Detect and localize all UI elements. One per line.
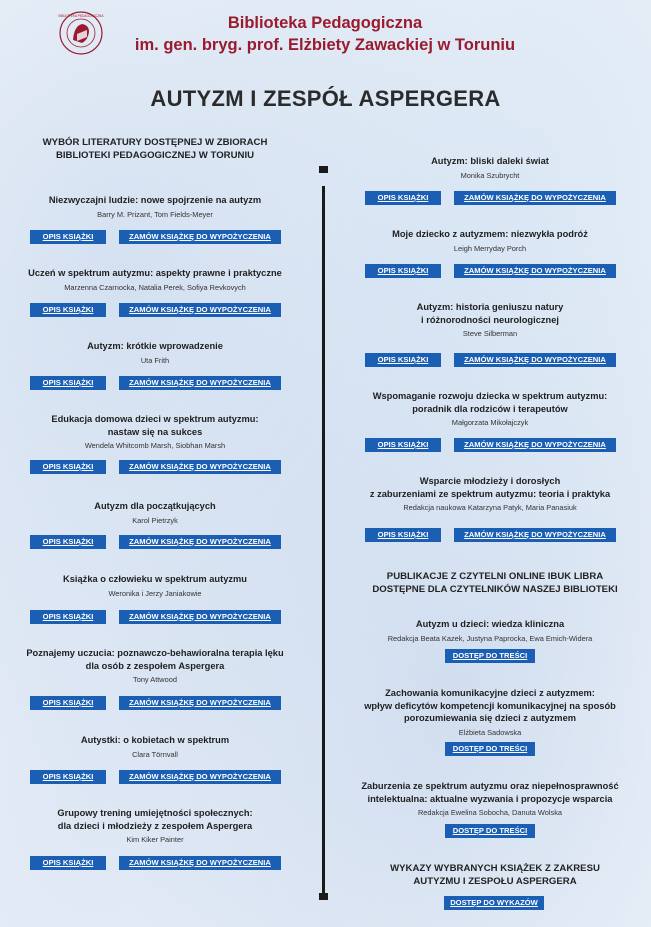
book-order-button[interactable]: ZAMÓW KSIĄŻKĘ DO WYPOŻYCZENIA	[119, 460, 281, 474]
left_books-book	[14, 500, 296, 526]
book-author: Karol Pietrzyk	[132, 515, 178, 525]
book-author: Steve Silberman	[462, 329, 518, 338]
header	[0, 0, 651, 80]
left_books-book	[14, 267, 296, 293]
left_books-book	[14, 413, 296, 451]
left-column-heading	[20, 136, 290, 162]
book-order-button[interactable]: ZAMÓW KSIĄŻKĘ DO WYPOŻYCZENIA	[119, 303, 281, 317]
book-title-line: i różnorodności neurologicznej	[421, 314, 559, 325]
book-author: Weronika i Jerzy Janiakowie	[108, 588, 202, 598]
book-order-button[interactable]: ZAMÓW KSIĄŻKĘ DO WYPOŻYCZENIA	[119, 610, 281, 624]
book-title-line: Autyzm: bliski daleki świat	[431, 156, 549, 166]
left_books-book	[14, 807, 296, 845]
ibuk_books-book	[345, 780, 635, 818]
book-author: Tony Attwood	[133, 675, 177, 684]
book-author: Clara Törnvall	[132, 749, 178, 759]
book-title-line: Zachowania komunikacyjne dzieci z autyzmem:	[385, 688, 595, 698]
book-author: Małgorzata Mikołajczyk	[451, 418, 529, 427]
book-description-button[interactable]: OPIS KSIĄŻKI	[30, 610, 106, 624]
book-description-button[interactable]: OPIS KSIĄŻKI	[365, 264, 441, 278]
ibuk-heading-line2: DOSTĘPNE DLA CZYTELNIKÓW NASZEJ BIBLIOTEKI	[372, 584, 618, 595]
left_books-book	[14, 340, 296, 366]
lists-access-button[interactable]: DOSTĘP DO WYKAZÓW	[444, 896, 544, 910]
library-logo-icon	[58, 10, 104, 56]
book-order-button[interactable]: ZAMÓW KSIĄŻKĘ DO WYPOŻYCZENIA	[119, 535, 281, 549]
book-description-button[interactable]: OPIS KSIĄŻKI	[30, 303, 106, 317]
book-title-line: Autyzm: historia geniuszu natury	[416, 302, 564, 312]
book-title-line: z zaburzeniami ze spektrum autyzmu: teoria i praktyka	[369, 488, 611, 499]
book-title	[14, 413, 296, 438]
book-title-line: Autyzm dla początkujących	[94, 501, 216, 511]
book-order-button[interactable]: ZAMÓW KSIĄŻKĘ DO WYPOŻYCZENIA	[454, 438, 616, 452]
book-title	[14, 267, 296, 280]
book-title	[14, 500, 296, 513]
content-access-button[interactable]: DOSTĘP DO TREŚCI	[445, 742, 535, 756]
book-title-line: Edukacja domowa dzieci w spektrum autyzmu:	[51, 414, 259, 424]
right_books-book	[345, 475, 635, 513]
book-title	[345, 301, 635, 326]
book-description-button[interactable]: OPIS KSIĄŻKI	[30, 696, 106, 710]
book-title	[14, 807, 296, 832]
book-title-line: porozumiewania się dzieci z autyzmem	[403, 713, 577, 723]
book-title-line: Autyzm: krótkie wprowadzenie	[87, 341, 223, 351]
book-title	[345, 618, 635, 631]
divider-cap-top	[319, 166, 328, 173]
book-description-button[interactable]: OPIS KSIĄŻKI	[30, 460, 106, 474]
left-heading-line1: WYBÓR LITERATURY DOSTĘPNEJ W ZBIORACH	[42, 137, 268, 148]
book-title	[14, 573, 296, 586]
book-title-line: Autystki: o kobietach w spektrum	[80, 735, 230, 745]
book-title-line: Grupowy trening umiejętności społecznych:	[57, 808, 253, 818]
library-name	[110, 12, 540, 56]
book-title-line: Uczeń w spektrum autyzmu: aspekty prawne i praktyczne	[28, 268, 282, 278]
book-title-line: Autyzm u dzieci: wiedza kliniczna	[415, 619, 565, 629]
left_books-book	[14, 194, 296, 220]
library-name-line1: Biblioteka Pedagogiczna	[227, 14, 423, 32]
book-title	[14, 647, 296, 672]
book-title-line: nastaw się na sukces	[107, 426, 203, 437]
book-title	[345, 228, 635, 241]
book-author: Elżbieta Sadowska	[458, 727, 522, 737]
page-title: AUTYZM I ZESPÓŁ ASPERGERA	[150, 86, 501, 111]
book-title-line: Moje dziecko z autyzmem: niezwykła podróż	[392, 229, 588, 239]
book-author: Marzenna Czarnocka, Natalia Perek, Sofiya Revkovych	[64, 282, 246, 292]
ibuk-heading	[360, 570, 630, 596]
book-title-line: Wsparcie młodzieży i dorosłych	[419, 476, 561, 486]
book-description-button[interactable]: OPIS KSIĄŻKI	[365, 438, 441, 452]
lists-heading	[360, 862, 630, 888]
book-author: Uta Frith	[140, 355, 170, 365]
book-order-button[interactable]: ZAMÓW KSIĄŻKĘ DO WYPOŻYCZENIA	[454, 528, 616, 542]
book-description-button[interactable]: OPIS KSIĄŻKI	[30, 535, 106, 549]
book-title-line: Zaburzenia ze spektrum autyzmu oraz niepełnosprawność	[361, 781, 619, 791]
right_books-book	[345, 155, 635, 181]
book-author: Redakcja Ewelina Sobocha, Danuta Wolska	[417, 808, 563, 817]
book-author: Redakcja Beata Kazek, Justyna Paprocka, Ewa Emich-Widera	[387, 633, 593, 643]
column-divider	[322, 186, 325, 898]
book-description-button[interactable]: OPIS KSIĄŻKI	[30, 770, 106, 784]
book-title	[345, 475, 635, 500]
book-order-button[interactable]: ZAMÓW KSIĄŻKĘ DO WYPOŻYCZENIA	[119, 856, 281, 870]
book-title-line: dla dzieci i młodzieży z zespołem Aspergera	[57, 820, 253, 831]
book-title-line: Poznajemy uczucia: poznawczo-behawioralna terapia lęku	[26, 648, 284, 658]
book-title-line: Wspomaganie rozwoju dziecka w spektrum autyzmu:	[372, 391, 608, 401]
lists-heading-line2: AUTYZMU I ZESPOŁU ASPERGERA	[413, 876, 577, 887]
book-description-button[interactable]: OPIS KSIĄŻKI	[365, 528, 441, 542]
book-title	[14, 340, 296, 353]
book-author: Leigh Merryday Porch	[453, 243, 527, 253]
book-title	[14, 734, 296, 747]
book-description-button[interactable]: OPIS KSIĄŻKI	[30, 856, 106, 870]
book-description-button[interactable]: OPIS KSIĄŻKI	[30, 376, 106, 390]
book-title-line: dla osób z zespołem Aspergera	[85, 660, 225, 671]
book-author: Wendela Whitcomb Marsh, Siobhan Marsh	[84, 441, 226, 450]
book-title-line: intelektualna: aktualne wyzwania i propozycje wsparcia	[367, 793, 613, 804]
left_books-book	[14, 573, 296, 599]
content-access-button[interactable]: DOSTĘP DO TREŚCI	[445, 824, 535, 838]
book-order-button[interactable]: ZAMÓW KSIĄŻKĘ DO WYPOŻYCZENIA	[119, 376, 281, 390]
divider-cap-bottom	[319, 893, 328, 900]
book-title	[345, 155, 635, 168]
book-order-button[interactable]: ZAMÓW KSIĄŻKĘ DO WYPOŻYCZENIA	[119, 696, 281, 710]
content-access-button[interactable]: DOSTĘP DO TREŚCI	[445, 649, 535, 663]
book-order-button[interactable]: ZAMÓW KSIĄŻKĘ DO WYPOŻYCZENIA	[454, 353, 616, 367]
ibuk-heading-line1: PUBLIKACJE Z CZYTELNI ONLINE IBUK LIBRA	[386, 571, 604, 582]
logo-text: BIBLIOTEKA PEDAGOGICZNA	[58, 14, 104, 18]
library-name-line2: im. gen. bryg. prof. Elżbiety Zawackiej w Toruniu	[134, 36, 516, 54]
book-title	[345, 390, 635, 415]
book-author: Barry M. Prizant, Tom Fields-Meyer	[97, 209, 213, 219]
right_books-book	[345, 390, 635, 428]
book-title-line: Niezwyczajni ludzie: nowe spojrzenie na autyzm	[48, 195, 262, 205]
book-title	[345, 780, 635, 805]
book-description-button[interactable]: OPIS KSIĄŻKI	[365, 191, 441, 205]
book-author: Monika Szubrycht	[460, 170, 520, 180]
book-order-button[interactable]: ZAMÓW KSIĄŻKĘ DO WYPOŻYCZENIA	[119, 770, 281, 784]
book-description-button[interactable]: OPIS KSIĄŻKI	[30, 230, 106, 244]
left-heading-line2: BIBLIOTEKI PEDAGOGICZNEJ W TORUNIU	[55, 150, 255, 161]
ibuk_books-book	[345, 618, 635, 644]
book-title	[345, 687, 635, 725]
book-description-button[interactable]: OPIS KSIĄŻKI	[365, 353, 441, 367]
book-order-button[interactable]: ZAMÓW KSIĄŻKĘ DO WYPOŻYCZENIA	[454, 191, 616, 205]
left_books-book	[14, 734, 296, 760]
book-order-button[interactable]: ZAMÓW KSIĄŻKĘ DO WYPOŻYCZENIA	[454, 264, 616, 278]
left_books-book	[14, 647, 296, 685]
lists-heading-line1: WYKAZY WYBRANYCH KSIĄŻEK Z ZAKRESU	[390, 863, 600, 874]
book-title	[14, 194, 296, 207]
book-title-line: Książka o człowieku w spektrum autyzmu	[63, 574, 247, 584]
book-order-button[interactable]: ZAMÓW KSIĄŻKĘ DO WYPOŻYCZENIA	[119, 230, 281, 244]
book-title-line: wpływ deficytów kompetencji komunikacyjnej na sposób	[364, 700, 616, 711]
right_books-book	[345, 301, 635, 339]
right_books-book	[345, 228, 635, 254]
book-author: Redakcja naukowa Katarzyna Patyk, Maria Panasiuk	[403, 503, 577, 512]
book-author: Kim Kiker Painter	[126, 835, 184, 844]
book-title-line: poradnik dla rodziców i terapeutów	[412, 403, 568, 414]
ibuk_books-book	[345, 687, 635, 738]
